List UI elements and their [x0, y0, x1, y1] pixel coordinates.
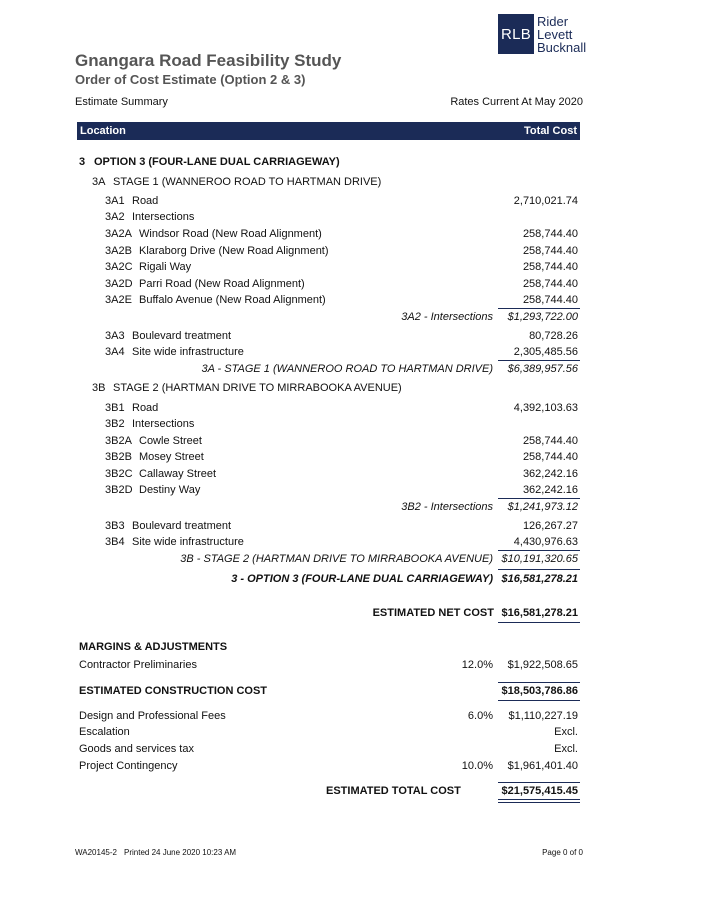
- item-amount: 258,744.40: [522, 228, 578, 240]
- stage-total-label: 3B - STAGE 2 (HARTMAN DRIVE TO MIRRABOOKA AVENUE): [180, 553, 493, 565]
- logo-mark: RLB: [498, 14, 534, 54]
- total-double-rule: [498, 799, 580, 803]
- total-cost-amount: $21,575,415.45: [501, 785, 578, 797]
- item-amount: 80,728.26: [529, 330, 578, 342]
- item-amount: 2,710,021.74: [513, 195, 578, 207]
- subtotal-rule: [498, 498, 580, 499]
- item-code: 3A2C: [105, 261, 133, 273]
- total-cost-label: ESTIMATED TOTAL COST: [326, 785, 461, 797]
- stage-code: 3B: [92, 382, 106, 394]
- logo-text-2: Levett: [537, 26, 573, 42]
- item-code: 3B2: [105, 418, 125, 430]
- item-code: 3B2C: [105, 468, 133, 480]
- item-code: 3A2E: [105, 294, 132, 306]
- section-heading: OPTION 3 (FOUR-LANE DUAL CARRIAGEWAY): [94, 156, 340, 168]
- item-code: 3A3: [105, 330, 125, 342]
- stage-heading: STAGE 2 (HARTMAN DRIVE TO MIRRABOOKA AVENUE): [113, 382, 402, 394]
- item-amount: 258,744.40: [522, 294, 578, 306]
- net-cost-label: ESTIMATED NET COST: [372, 607, 494, 619]
- document-title: Gnangara Road Feasibility Study: [75, 51, 342, 70]
- subtotal-amount: $1,293,722.00: [507, 311, 578, 323]
- item-amount: 258,744.40: [522, 451, 578, 463]
- subtotal-label: 3A2 - Intersections: [401, 311, 493, 323]
- adjustment-percent: 10.0%: [461, 760, 493, 772]
- item-code: 3B4: [105, 536, 125, 548]
- subtotal-amount: $1,241,973.12: [507, 501, 578, 513]
- prelims-label: Contractor Preliminaries: [79, 659, 197, 671]
- item-code: 3B2B: [105, 451, 132, 463]
- adjustment-percent: 6.0%: [467, 710, 493, 722]
- adjustment-amount: Excl.: [554, 743, 578, 755]
- adjustment-label: Goods and services tax: [79, 743, 194, 755]
- rates-current-label: Rates Current At May 2020: [450, 96, 583, 108]
- table-header: [77, 122, 580, 140]
- item-code: 3A2A: [105, 228, 132, 240]
- item-label: Site wide infrastructure: [132, 346, 244, 358]
- item-label: Boulevard treatment: [132, 330, 232, 342]
- stage-total-amount: $10,191,320.65: [501, 553, 578, 565]
- adjustment-amount: $1,961,401.40: [507, 760, 578, 772]
- item-code: 3A4: [105, 346, 125, 358]
- item-label: Mosey Street: [139, 451, 204, 463]
- item-amount: 362,242.16: [522, 484, 578, 496]
- footer-printed: Printed 24 June 2020 10:23 AM: [124, 848, 237, 857]
- item-label: Klaraborg Drive (New Road Alignment): [139, 245, 329, 257]
- rlb-logo: [498, 14, 586, 54]
- adjustment-label: Escalation: [79, 726, 130, 738]
- document-subtitle: Order of Cost Estimate (Option 2 & 3): [75, 72, 306, 87]
- estimate-summary-label: Estimate Summary: [75, 96, 168, 108]
- item-label: Site wide infrastructure: [132, 536, 244, 548]
- item-code: 3A1: [105, 195, 125, 207]
- item-label: Destiny Way: [139, 484, 201, 496]
- logo-text-1: Rider: [537, 13, 569, 29]
- item-label: Boulevard treatment: [132, 520, 232, 532]
- option-total-rule: [498, 569, 580, 570]
- item-code: 3A2B: [105, 245, 132, 257]
- item-amount: 126,267.27: [522, 520, 578, 532]
- construction-rule-top: [498, 682, 580, 683]
- option-total-label: 3 - OPTION 3 (FOUR-LANE DUAL CARRIAGEWAY): [231, 573, 493, 585]
- item-amount: 2,305,485.56: [513, 346, 578, 358]
- item-amount: 258,744.40: [522, 278, 578, 290]
- item-amount: 258,744.40: [522, 245, 578, 257]
- item-label: Buffalo Avenue (New Road Alignment): [139, 294, 326, 306]
- location-column-header: Location: [80, 125, 126, 137]
- item-label: Road: [132, 195, 159, 207]
- footer-page: Page 0 of 0: [542, 848, 583, 857]
- margins-heading: MARGINS & ADJUSTMENTS: [79, 641, 228, 653]
- item-label: Callaway Street: [139, 468, 217, 480]
- stage-total-rule: [498, 550, 580, 551]
- item-amount: 258,744.40: [522, 435, 578, 447]
- item-label: Intersections: [132, 211, 195, 223]
- total-cost-column-header: Total Cost: [524, 125, 577, 137]
- stage-code: 3A: [92, 176, 106, 188]
- net-cost-rule: [498, 622, 580, 623]
- logo-text-3: Bucknall: [537, 39, 587, 55]
- item-label: Windsor Road (New Road Alignment): [139, 228, 322, 240]
- item-code: 3B2D: [105, 484, 133, 496]
- item-amount: 4,430,976.63: [513, 536, 578, 548]
- item-label: Rigali Way: [139, 261, 192, 273]
- footer-reference: WA20145-2: [75, 848, 117, 857]
- item-label: Parri Road (New Road Alignment): [139, 278, 305, 290]
- item-label: Road: [132, 402, 159, 414]
- stage-heading: STAGE 1 (WANNEROO ROAD TO HARTMAN DRIVE): [113, 176, 382, 188]
- item-amount: 4,392,103.63: [513, 402, 578, 414]
- item-label: Intersections: [132, 418, 195, 430]
- adjustment-amount: Excl.: [554, 726, 578, 738]
- adjustment-amount: $1,110,227.19: [508, 710, 578, 722]
- construction-cost-amount: $18,503,786.86: [501, 685, 578, 697]
- subtotal-rule: [498, 308, 580, 309]
- total-rule-top: [498, 782, 580, 783]
- item-code: 3B1: [105, 402, 125, 414]
- option-total-amount: $16,581,278.21: [501, 573, 578, 585]
- section-code: 3: [79, 156, 86, 168]
- item-code: 3A2D: [105, 278, 133, 290]
- construction-rule-bottom: [498, 700, 580, 701]
- net-cost-amount: $16,581,278.21: [501, 607, 578, 619]
- item-code: 3B2A: [105, 435, 132, 447]
- stage-total-amount: $6,389,957.56: [507, 363, 578, 375]
- subtotal-label: 3B2 - Intersections: [401, 501, 493, 513]
- stage-total-rule: [498, 360, 580, 361]
- item-amount: 258,744.40: [522, 261, 578, 273]
- stage-total-label: 3A - STAGE 1 (WANNEROO ROAD TO HARTMAN DRIVE): [201, 363, 493, 375]
- adjustment-label: Design and Professional Fees: [79, 710, 226, 722]
- adjustment-label: Project Contingency: [79, 760, 178, 772]
- item-code: 3B3: [105, 520, 125, 532]
- construction-cost-label: ESTIMATED CONSTRUCTION COST: [79, 685, 268, 697]
- prelims-amount: $1,922,508.65: [507, 659, 578, 671]
- item-code: 3A2: [105, 211, 125, 223]
- item-label: Cowle Street: [139, 435, 202, 447]
- item-amount: 362,242.16: [522, 468, 578, 480]
- prelims-percent: 12.0%: [461, 659, 493, 671]
